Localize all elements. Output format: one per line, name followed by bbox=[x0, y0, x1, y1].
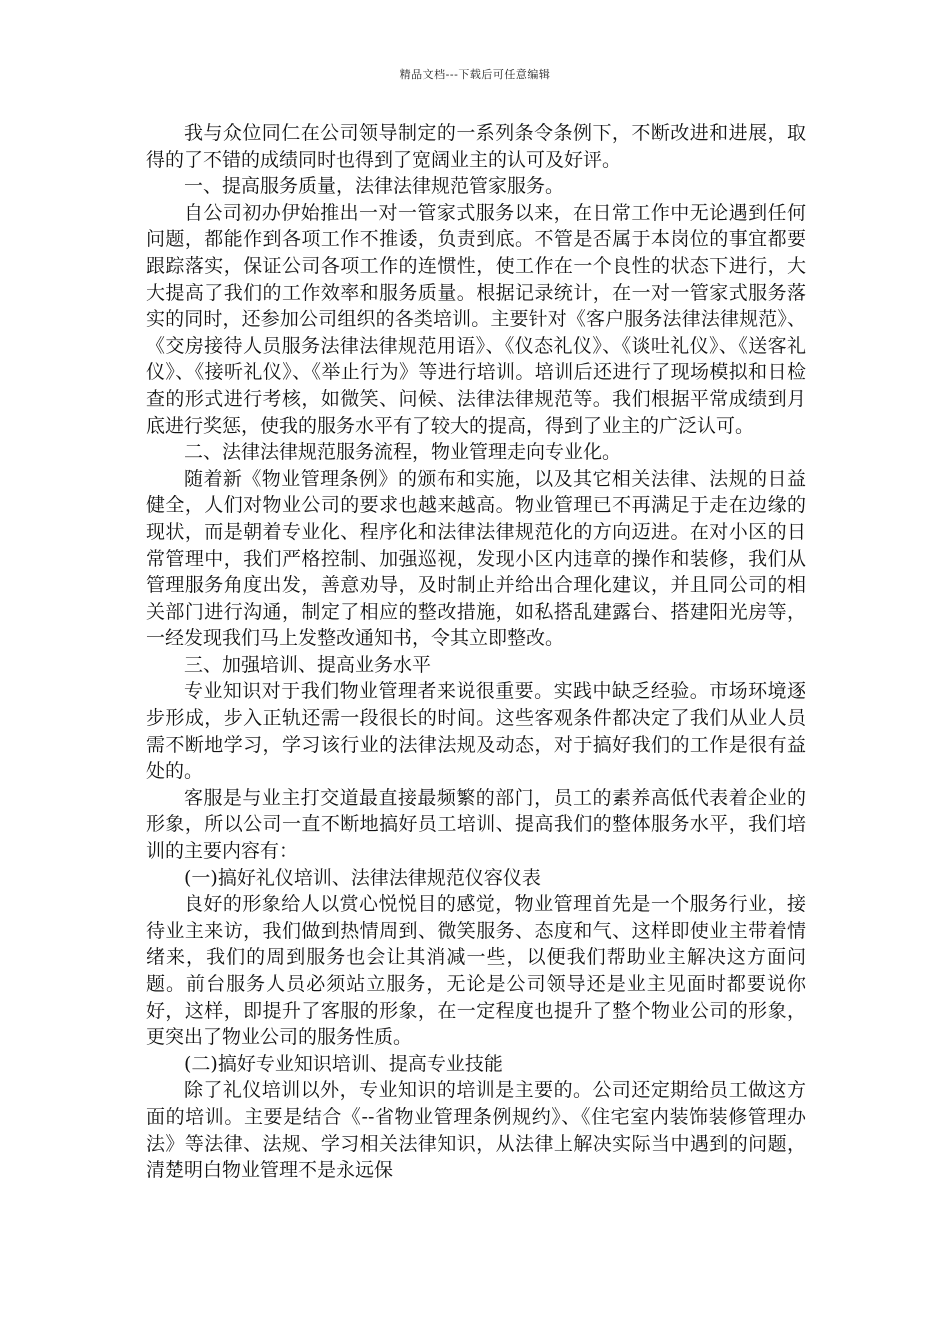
document-body bbox=[146, 120, 806, 1184]
paragraph-intro: 我与众位同仁在公司领导制定的一系列条令条例下，不断改进和进展，取得的了不错的成绩同时也得到了宽阔业主的认可及好评。 bbox=[146, 122, 806, 171]
subheading-skills: (二)搞好专业知识培训、提高专业技能 bbox=[184, 1052, 503, 1075]
section-heading-3: 三、加强培训、提高业务水平 bbox=[184, 653, 432, 676]
paragraph-image: 良好的形象给人以赏心悦悦目的感觉，物业管理首先是一个服务行业，接待业主来访，我们做到热情周到、微笑服务、态度和气、这样即使业主带着情绪来，我们的周到服务也会让其消减一些，以便我们帮助业主解决这方面问题。前台服务人员必须站立服务，无论是公司领导还是业主见面时都要说你好，这样，即提升了客服的形象，在一定程度也提升了整个物业公司的形象，更突出了物业公司的服务性质。 bbox=[146, 893, 806, 1049]
page-header: 精品文档---下载后可任意编辑 bbox=[399, 68, 551, 81]
paragraph-training: 除了礼仪培训以外，专业知识的培训是主要的。公司还定期给员工做这方面的培训。主要是结合《--省物业管理条例规约》、《住宅室内装饰装修管理办法》等法律、法规、学习相关法律知识，从法律上解决实际当中遇到的问题，清楚明白物业管理不是永远保 bbox=[146, 1079, 806, 1182]
paragraph-professional-knowledge: 专业知识对于我们物业管理者来说很重要。实践中缺乏经验。市场环境逐步形成，步入正轨还需一段很长的时间。这些客观条件都决定了我们从业人员需不断地学习，学习该行业的法律法规及动态，对于搞好我们的工作是很有益处的。 bbox=[146, 680, 806, 783]
section-heading-1: 一、提高服务质量，法律法律规范管家服务。 bbox=[184, 175, 565, 198]
paragraph-butler-service: 自公司初办伊始推出一对一管家式服务以来，在日常工作中无论遇到任何问题，都能作到各项工作不推诿，负责到底。不管是否属于本岗位的事宜都要跟踪落实，保证公司各项工作的连惯性，使工作在一个良性的状态下进行，大大提高了我们的工作效率和服务质量。根据记录统计，在一对一管家式服务落实的同时，还参加公司组织的各类培训。主要针对《客户服务法律法律规范》、《交房接待人员服务法律法律规范用语》、《仪态礼仪》、《谈吐礼仪》、《送客礼仪》、《接听礼仪》、《举止行为》等进行培训。培训后还进行了现场模拟和日检查的形式进行考核，如微笑、问候、法律法律规范等。我们根据平常成绩到月底进行奖惩，使我的服务水平有了较大的提高，得到了业主的广泛认可。 bbox=[146, 201, 806, 437]
subheading-etiquette: (一)搞好礼仪培训、法律法律规范仪容仪表 bbox=[184, 866, 541, 889]
paragraph-customer-service: 客服是与业主打交道最直接最频繁的部门，员工的素养高低代表着企业的形象，所以公司一直不断地搞好员工培训、提高我们的整体服务水平，我们培训的主要内容有： bbox=[146, 786, 806, 863]
section-heading-2: 二、法律法律规范服务流程，物业管理走向专业化。 bbox=[184, 441, 622, 464]
paragraph-regulations: 随着新《物业管理条例》的颁布和实施，以及其它相关法律、法规的日益健全，人们对物业公司的要求也越来越高。物业管理已不再满足于走在边缘的现状，而是朝着专业化、程序化和法律法律规范化的方向迈进。在对小区的日常管理中，我们严格控制、加强巡视，发现小区内违章的操作和装修，我们从管理服务角度出发，善意劝导，及时制止并给出合理化建议，并且同公司的相关部门进行沟通，制定了相应的整改措施，如私搭乱建露台、搭建阳光房等，一经发现我们马上发整改通知书，令其立即整改。 bbox=[146, 467, 806, 650]
